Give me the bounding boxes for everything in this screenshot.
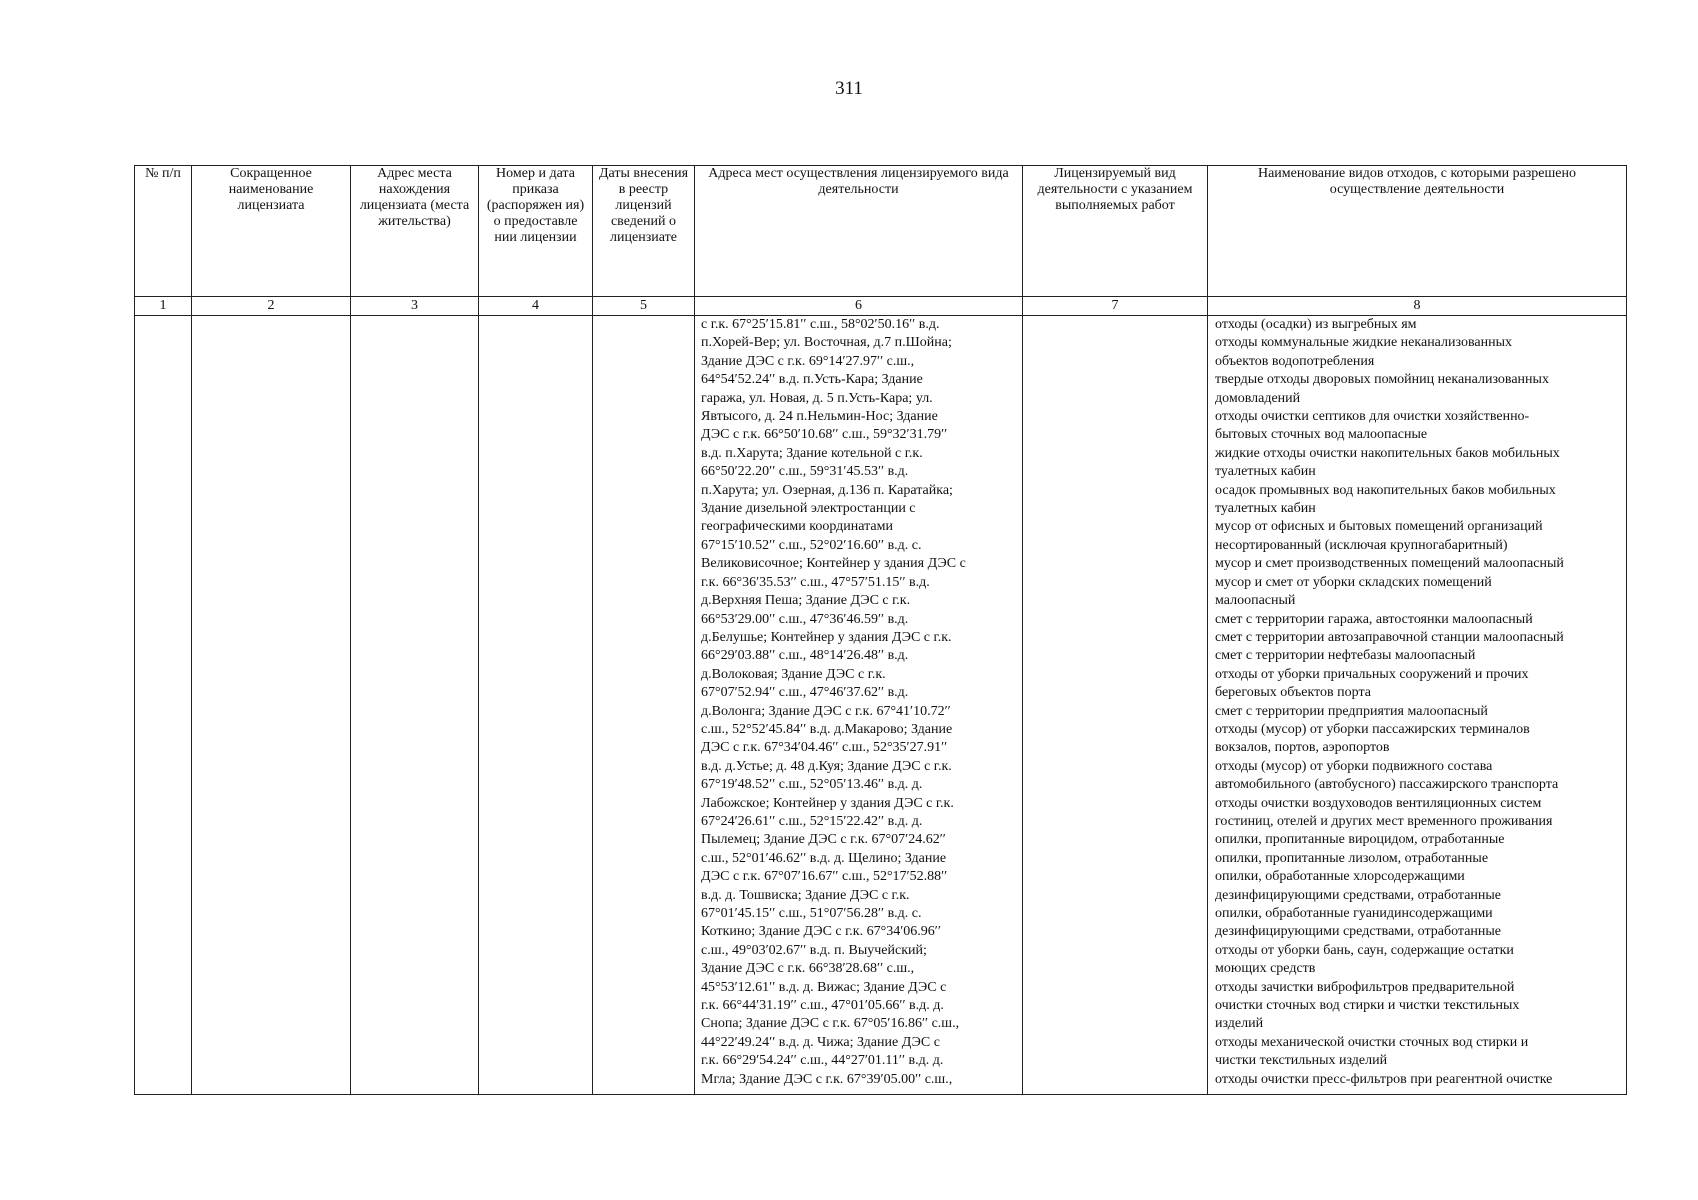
column-number: 4 — [479, 297, 593, 316]
text-line: Здание дизельной электростанции с — [701, 501, 916, 517]
text-line: мусор и смет от уборки складских помещений — [1215, 574, 1492, 590]
header-licensed-activity: Лицензируемый вид деятельности с указанием выполняемых работ — [1023, 166, 1208, 297]
text-line: г.к. 66°44′31.19′′ с.ш., 47°01′05.66′′ в.д. д. — [701, 998, 944, 1014]
text-line: 67°01′45.15′′ с.ш., 51°07′56.28′′ в.д. с. — [701, 906, 922, 921]
text-line: дезинфицирующими средствами, отработанные — [1215, 887, 1502, 903]
text-line: мусор от офисных и бытовых помещений организаций — [1215, 519, 1543, 535]
text-line: с.ш., 52°01′46.62′′ в.д. д. Щелино; Здание — [701, 850, 947, 866]
text-line: д.Белушье; Контейнер у здания ДЭС с г.к. — [701, 629, 952, 645]
text-line: отходы (осадки) из выгребных ям — [1215, 317, 1417, 332]
column-number: 7 — [1023, 297, 1208, 316]
text-line: чистки текстильных изделий — [1215, 1053, 1388, 1069]
text-line: жидкие отходы очистки накопительных баков мобильных — [1215, 445, 1560, 461]
text-line: отходы (мусор) от уборки подвижного состава — [1215, 758, 1493, 774]
text-line: отходы коммунальные жидкие неканализованных — [1215, 335, 1512, 351]
license-registry-table — [134, 165, 1627, 1095]
waste-types-text — [1215, 316, 1622, 1089]
text-line: опилки, пропитанные лизолом, отработанные — [1215, 850, 1489, 866]
text-line: 67°24′26.61′′ с.ш., 52°15′22.42′′ в.д. д. — [701, 813, 923, 829]
text-line: туалетных кабин — [1215, 501, 1316, 517]
text-line: изделий — [1215, 1016, 1264, 1032]
header-order-number-date: Номер и дата приказа (распоряжен ия) о предоставле нии лицензии — [479, 166, 593, 297]
text-line: малоопасный — [1215, 593, 1296, 609]
text-line: гостиниц, отелей и других мест временного проживания — [1215, 813, 1553, 829]
text-line: ДЭС с г.к. 67°34′04.46′′ с.ш., 52°35′27.91′′ — [701, 740, 948, 756]
text-line: автомобильного (автобусного) пассажирского транспорта — [1215, 777, 1559, 793]
column-number: 3 — [351, 297, 479, 316]
text-line: 67°19′48.52′′ с.ш., 52°05′13.46′′ в.д. д. — [701, 777, 923, 793]
text-line: п.Харута; ул. Озерная, д.136 п. Каратайка; — [701, 482, 953, 498]
text-line: отходы очистки воздуховодов вентиляционных систем — [1215, 795, 1542, 811]
cell-activity-addresses — [695, 316, 1023, 1095]
text-line: отходы зачистки виброфильтров предварительной — [1215, 979, 1515, 995]
text-line: гаража, ул. Новая, д. 5 п.Усть-Кара; ул. — [701, 390, 933, 406]
text-line: г.к. 66°29′54.24′′ с.ш., 44°27′01.11′′ в.д. д. — [701, 1053, 944, 1069]
cell-number — [135, 316, 192, 1095]
text-line: с.ш., 49°03′02.67′′ в.д. п. Выучейский; — [701, 942, 927, 958]
text-line: п.Хорей-Вер; ул. Восточная, д.7 п.Шойна; — [701, 335, 952, 351]
text-line: Явтысого, д. 24 п.Нельмин-Нос; Здание — [701, 409, 938, 425]
text-line: отходы от уборки бань, саун, содержащие остатки — [1215, 942, 1514, 958]
text-line: объектов водопотребления — [1215, 353, 1375, 369]
text-line: опилки, пропитанные вироцидом, отработанные — [1215, 832, 1505, 848]
text-line: туалетных кабин — [1215, 464, 1316, 480]
text-line: 66°53′29.00′′ с.ш., 47°36′46.59′′ в.д. — [701, 611, 909, 627]
cell-waste-types — [1208, 316, 1627, 1095]
text-line: отходы от уборки причальных сооружений и прочих — [1215, 666, 1529, 682]
text-line: вокзалов, портов, аэропортов — [1215, 740, 1390, 756]
text-line: в.д. д.Устье; д. 48 д.Куя; Здание ДЭС с г.к. — [701, 758, 952, 774]
text-line: с.ш., 52°52′45.84′′ в.д. д.Макарово; Здание — [701, 721, 953, 737]
text-line: в.д. д. Тошвиска; Здание ДЭС с г.к. — [701, 887, 910, 903]
header-licensee-address: Адрес места нахождения лицензиата (места жительства) — [351, 166, 479, 297]
text-line: Здание ДЭС с г.к. 66°38′28.68′′ с.ш., — [701, 961, 915, 977]
text-line: отходы механической очистки сточных вод стирки и — [1215, 1034, 1529, 1050]
header-registry-dates: Даты внесения в реестр лицензий сведений о лицензиате — [593, 166, 695, 297]
text-line: Лабожское; Контейнер у здания ДЭС с г.к. — [701, 795, 954, 811]
text-line: в.д. п.Харута; Здание котельной с г.к. — [701, 445, 923, 461]
text-line: д.Волонга; Здание ДЭС с г.к. 67°41′10.72′′ — [701, 703, 951, 719]
text-line: отходы (мусор) от уборки пассажирских терминалов — [1215, 721, 1530, 737]
text-line: с г.к. 67°25′15.81′′ с.ш., 58°02′50.16′′ в.д. — [701, 317, 940, 332]
text-line: Мгла; Здание ДЭС с г.к. 67°39′05.00′′ с.ш., — [701, 1071, 953, 1087]
text-line: моющих средств — [1215, 961, 1316, 977]
text-line: географическими координатами — [701, 519, 893, 535]
column-number-row — [135, 297, 1627, 316]
text-line: смет с территории нефтебазы малоопасный — [1215, 648, 1476, 664]
text-line: дезинфицирующими средствами, отработанные — [1215, 924, 1502, 940]
text-line: осадок промывных вод накопительных баков мобильных — [1215, 482, 1556, 498]
column-number: 2 — [192, 297, 351, 316]
column-number: 8 — [1208, 297, 1627, 316]
header-waste-types: Наименование видов отходов, с которыми разрешено осуществление деятельности — [1208, 166, 1627, 297]
cell-licensee-short-name — [192, 316, 351, 1095]
cell-registry-dates — [593, 316, 695, 1095]
text-line: ДЭС с г.к. 67°07′16.67′′ с.ш., 52°17′52.88′′ — [701, 869, 948, 885]
text-line: отходы очистки септиков для очистки хозяйственно- — [1215, 409, 1530, 425]
text-line: бытовых сточных вод малоопасные — [1215, 427, 1428, 443]
text-line: смет с территории предприятия малоопасный — [1215, 703, 1488, 719]
text-line: 67°15′10.52′′ с.ш., 52°02′16.60′′ в.д. с. — [701, 537, 922, 553]
text-line: очистки сточных вод стирки и чистки текстильных — [1215, 998, 1520, 1014]
cell-order-number-date — [479, 316, 593, 1095]
cell-licensed-activity — [1023, 316, 1208, 1095]
cell-licensee-address — [351, 316, 479, 1095]
activity-addresses-text — [701, 316, 1018, 1089]
header-licensee-short-name: Сокращенное наименование лицензиата — [192, 166, 351, 297]
table-row — [135, 316, 1627, 1095]
header-number: № п/п — [135, 166, 192, 297]
text-line: 45°53′12.61′′ в.д. д. Вижас; Здание ДЭС с — [701, 979, 947, 995]
column-number: 1 — [135, 297, 192, 316]
page-number: 311 — [835, 78, 863, 99]
text-line: смет с территории гаража, автостоянки малоопасный — [1215, 611, 1533, 627]
text-line: мусор и смет производственных помещений малоопасный — [1215, 556, 1564, 572]
text-line: отходы очистки пресс-фильтров при реагентной очистке — [1215, 1071, 1553, 1087]
text-line: д.Верхняя Пеша; Здание ДЭС с г.к. — [701, 593, 911, 609]
text-line: Пылемец; Здание ДЭС с г.к. 67°07′24.62′′ — [701, 832, 946, 848]
text-line: твердые отходы дворовых помойниц неканализованных — [1215, 372, 1549, 388]
text-line: Здание ДЭС с г.к. 69°14′27.97′′ с.ш., — [701, 353, 915, 369]
header-activity-addresses: Адреса мест осуществления лицензируемого вида деятельности — [695, 166, 1023, 297]
text-line: 44°22′49.24′′ в.д. д. Чижа; Здание ДЭС с — [701, 1034, 940, 1050]
text-line: смет с территории автозаправочной станции малоопасный — [1215, 629, 1564, 645]
text-line: 66°29′03.88′′ с.ш., 48°14′26.48′′ в.д. — [701, 648, 909, 664]
text-line: несортированный (исключая крупногабаритный) — [1215, 537, 1508, 553]
text-line: ДЭС с г.к. 66°50′10.68′′ с.ш., 59°32′31.79′′ — [701, 427, 948, 443]
text-line: Снопа; Здание ДЭС с г.к. 67°05′16.86′′ с.ш., — [701, 1016, 960, 1032]
text-line: домовладений — [1215, 390, 1301, 406]
text-line: д.Волоковая; Здание ДЭС с г.к. — [701, 666, 886, 682]
header-row — [135, 166, 1627, 297]
text-line: Великовисочное; Контейнер у здания ДЭС с — [701, 556, 966, 572]
column-number: 5 — [593, 297, 695, 316]
text-line: г.к. 66°36′35.53′′ с.ш., 47°57′51.15′′ в.д. — [701, 574, 930, 590]
text-line: 67°07′52.94′′ с.ш., 47°46′37.62′′ в.д. — [701, 685, 909, 701]
text-line: береговых объектов порта — [1215, 685, 1371, 701]
text-line: опилки, обработанные гуанидинсодержащими — [1215, 906, 1493, 921]
text-line: Коткино; Здание ДЭС с г.к. 67°34′06.96′′ — [701, 924, 941, 940]
text-line: 66°50′22.20′′ с.ш., 59°31′45.53′′ в.д. — [701, 464, 909, 480]
text-line: опилки, обработанные хлорсодержащими — [1215, 869, 1465, 885]
text-line: 64°54′52.24′′ в.д. п.Усть-Кара; Здание — [701, 372, 923, 388]
column-number: 6 — [695, 297, 1023, 316]
